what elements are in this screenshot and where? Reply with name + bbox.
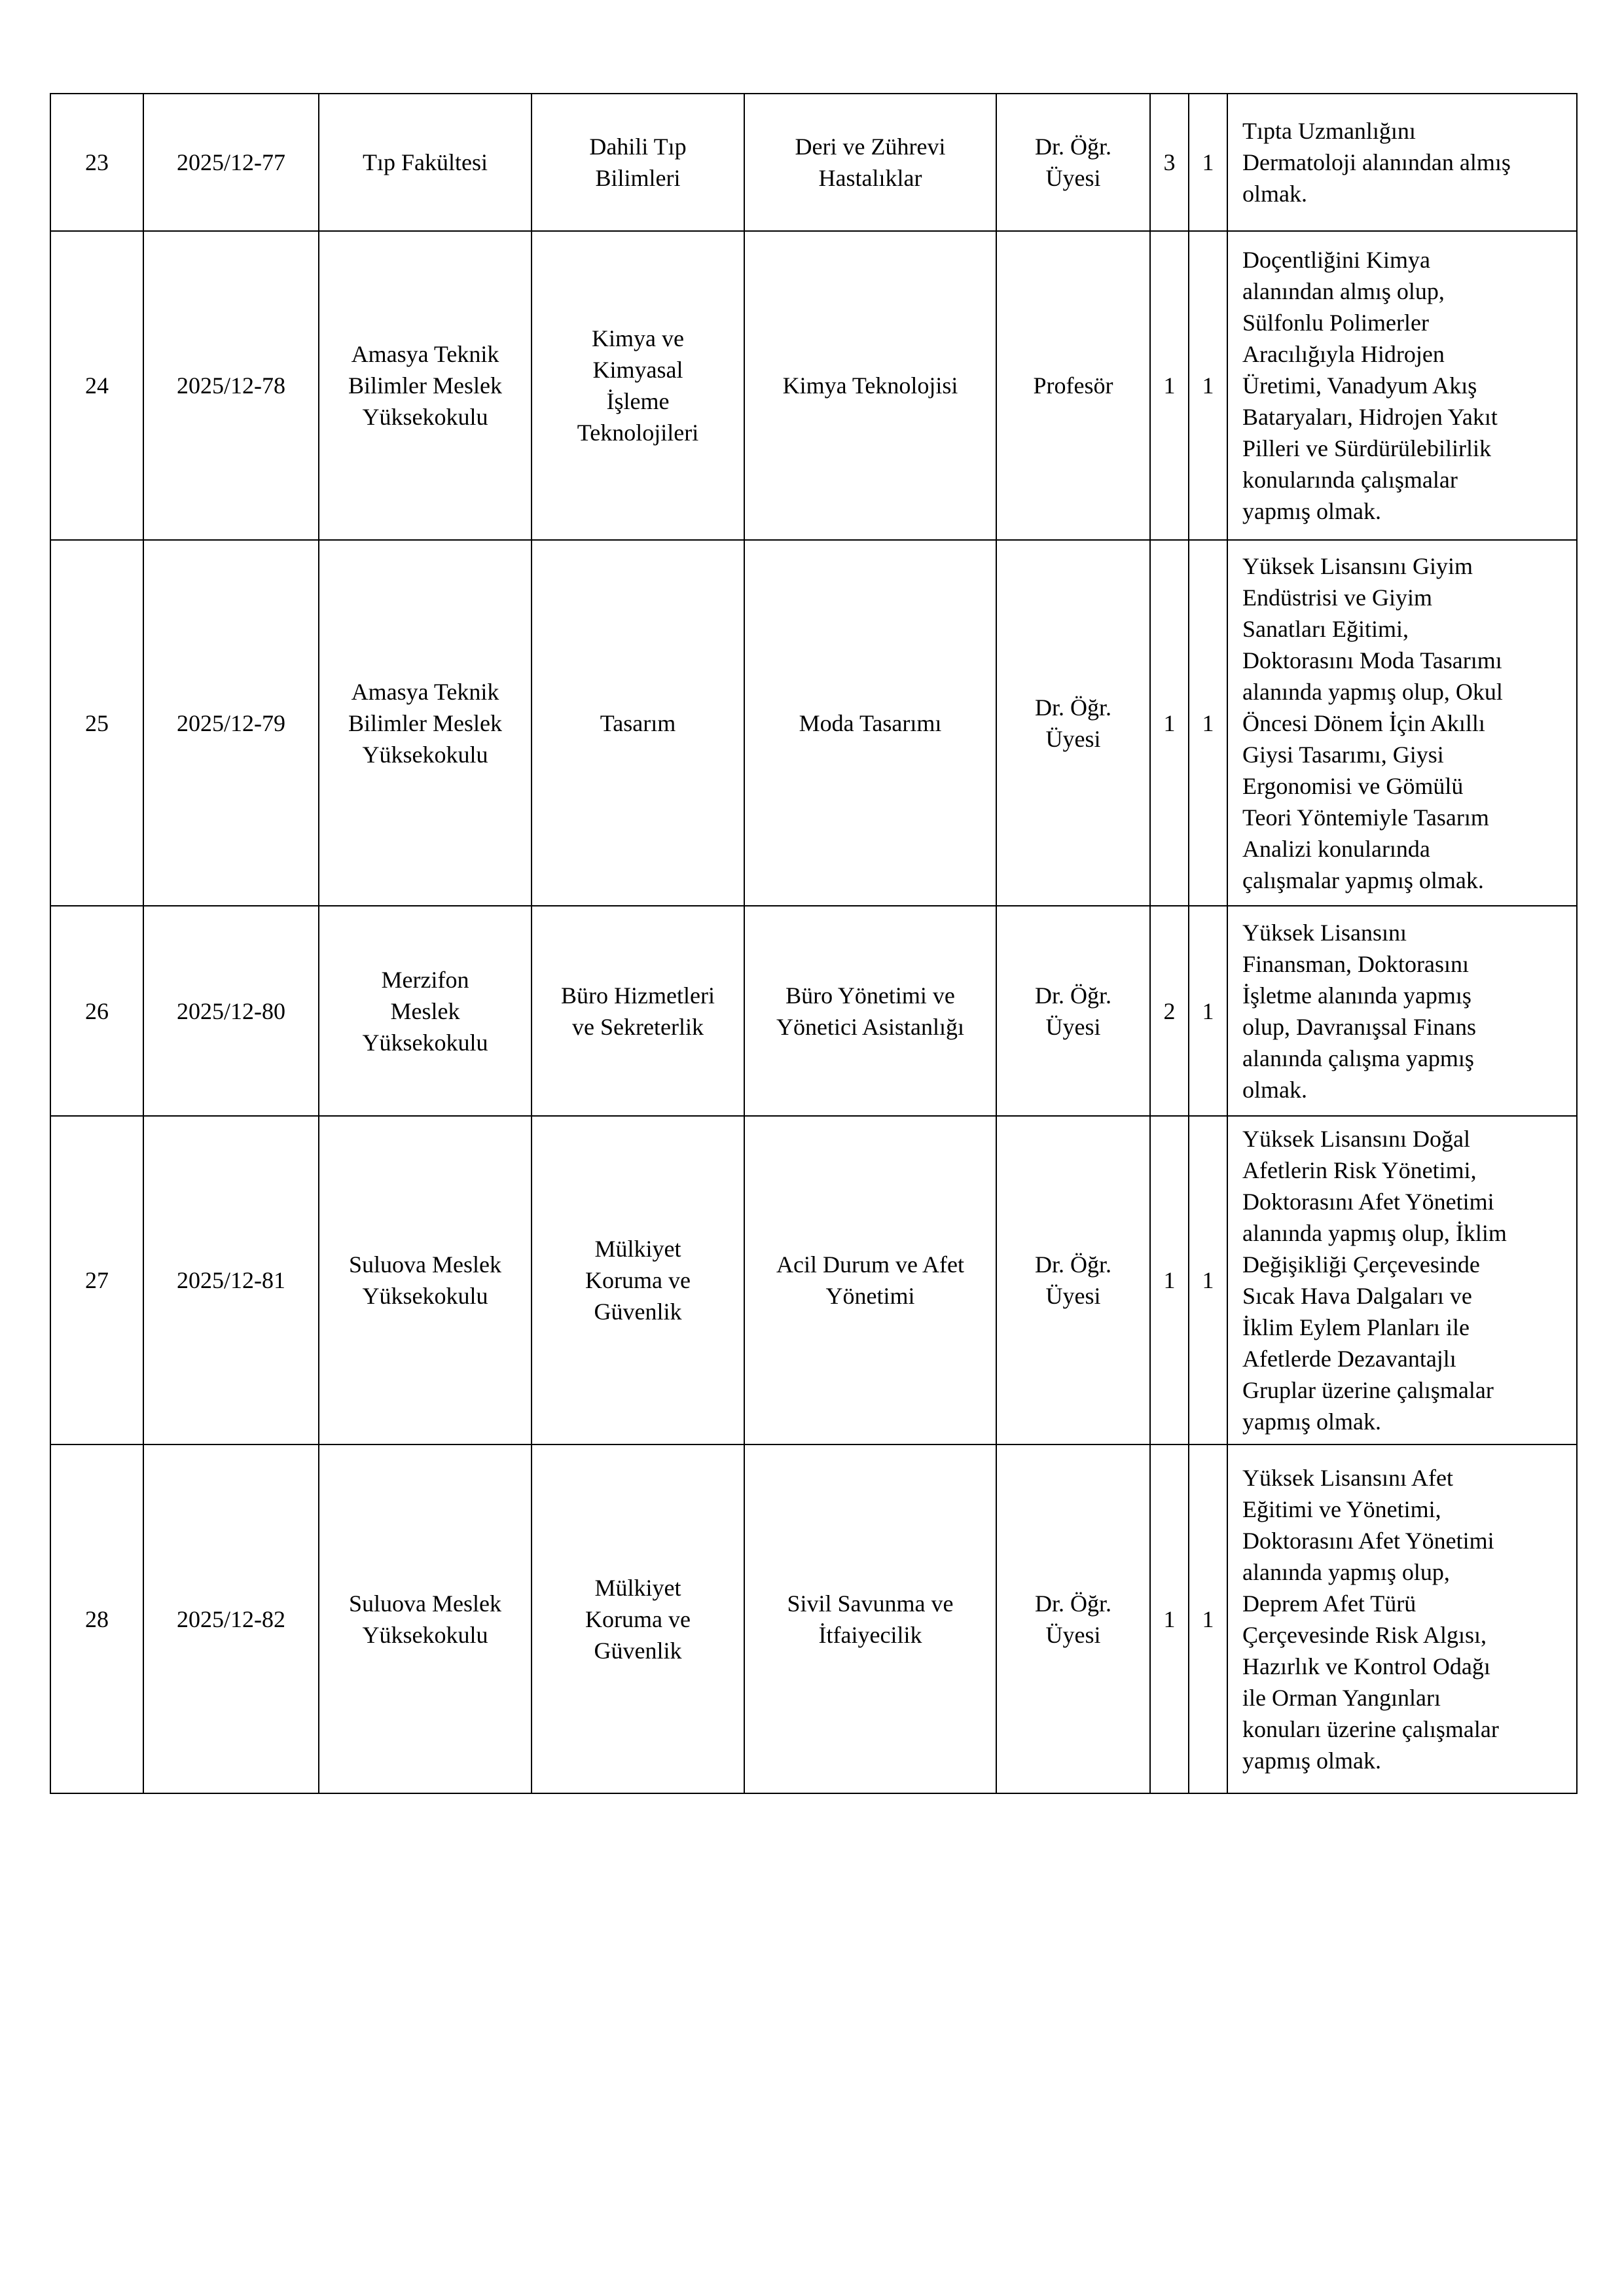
program-cell [744, 540, 996, 906]
requirement-line: Sülfonlu Polimerler [1242, 310, 1429, 336]
row-number-cell: 23 [50, 94, 143, 231]
row-number-cell: 27 [50, 1116, 143, 1444]
academic-title-line: Dr. Öğr. [1035, 1251, 1111, 1278]
requirement-line: Giysi Tasarımı, Giysi [1242, 741, 1444, 768]
announcement-code-cell: 2025/12-78 [143, 231, 319, 540]
announcement-code-cell: 2025/12-79 [143, 540, 319, 906]
requirement-line: Öncesi Dönem İçin Akıllı [1242, 709, 1485, 736]
requirement-line: olmak. [1242, 1076, 1307, 1103]
unit-line: Yüksekokulu [362, 741, 488, 768]
unit-line: Bilimler Meslek [348, 709, 502, 736]
requirement-line: Sıcak Hava Dalgaları ve [1242, 1283, 1472, 1309]
department-line: Tasarım [600, 709, 676, 736]
requirement-line: Finansman, Doktorasını [1242, 950, 1469, 977]
requirement-cell [1227, 1444, 1577, 1793]
requirement-line: Aracılığıyla Hidrojen [1242, 341, 1445, 367]
requirement-line: Yüksek Lisansını Giyim [1242, 552, 1473, 579]
positions-table [50, 93, 1578, 1794]
table-body [50, 94, 1577, 1793]
requirement-line: Afetlerin Risk Yönetimi, [1242, 1157, 1477, 1183]
requirement-line: olup, Davranışsal Finans [1242, 1013, 1476, 1040]
department-line: Koruma ve [585, 1605, 691, 1632]
program-cell [744, 231, 996, 540]
requirement-line: yapmış olmak. [1242, 1408, 1381, 1435]
table-row [50, 540, 1577, 906]
unit-cell [319, 94, 532, 231]
requirement-line: Eğitimi ve Yönetimi, [1242, 1496, 1441, 1522]
requirement-line: alanında yapmış olup, Okul [1242, 678, 1503, 705]
requirement-line: konuları üzerine çalışmalar [1242, 1715, 1499, 1742]
program-cell [744, 1444, 996, 1793]
row-number-cell: 28 [50, 1444, 143, 1793]
table-row [50, 94, 1577, 231]
requirement-line: Endüstrisi ve Giyim [1242, 584, 1432, 611]
department-cell [532, 540, 744, 906]
position-count-cell: 1 [1189, 1444, 1227, 1793]
unit-line: Yüksekokulu [362, 404, 488, 430]
requirement-line: Analizi konularında [1242, 835, 1430, 862]
program-line: Yönetimi [825, 1283, 915, 1309]
department-line: Güvenlik [594, 1637, 682, 1664]
academic-title-cell [996, 1444, 1150, 1793]
program-line: Hastalıklar [818, 165, 922, 191]
requirement-line: konularında çalışmalar [1242, 467, 1458, 493]
unit-cell [319, 540, 532, 906]
requirement-line: olmak. [1242, 181, 1307, 207]
requirement-line: Tıpta Uzmanlığını [1242, 118, 1416, 144]
requirement-line: Hazırlık ve Kontrol Odağı [1242, 1653, 1490, 1679]
requirement-line: yapmış olmak. [1242, 1747, 1381, 1774]
requirement-line: çalışmalar yapmış olmak. [1242, 867, 1484, 893]
requirement-line: İşletme alanında yapmış [1242, 982, 1471, 1009]
degree-cell: 3 [1150, 94, 1189, 231]
requirement-line: alanında çalışma yapmış [1242, 1045, 1474, 1071]
unit-line: Merzifon [381, 966, 469, 993]
announcement-code-cell: 2025/12-77 [143, 94, 319, 231]
academic-title-line: Üyesi [1045, 725, 1101, 752]
requirement-line: Doktorasını Afet Yönetimi [1242, 1189, 1494, 1215]
department-cell [532, 231, 744, 540]
unit-line: Suluova Meslek [349, 1590, 501, 1617]
unit-cell [319, 1116, 532, 1444]
academic-title-line: Dr. Öğr. [1035, 694, 1111, 721]
unit-line: Amasya Teknik [351, 678, 499, 705]
requirement-cell [1227, 231, 1577, 540]
department-cell [532, 1116, 744, 1444]
requirement-line: Teori Yöntemiyle Tasarım [1242, 804, 1489, 831]
unit-cell [319, 906, 532, 1116]
department-cell [532, 94, 744, 231]
department-line: Büro Hizmetleri [561, 982, 715, 1009]
academic-title-line: Üyesi [1045, 1283, 1101, 1309]
requirement-line: Ergonomisi ve Gömülü [1242, 772, 1464, 799]
degree-cell: 1 [1150, 1444, 1189, 1793]
requirement-line: Yüksek Lisansını [1242, 919, 1407, 946]
unit-line: Yüksekokulu [362, 1029, 488, 1056]
department-line: Kimyasal [592, 357, 683, 383]
table-row [50, 906, 1577, 1116]
position-count-cell: 1 [1189, 231, 1227, 540]
requirement-line: Üretimi, Vanadyum Akış [1242, 372, 1477, 399]
degree-cell: 1 [1150, 540, 1189, 906]
announcement-code-cell: 2025/12-80 [143, 906, 319, 1116]
requirement-line: İklim Eylem Planları ile [1242, 1314, 1470, 1340]
degree-cell: 2 [1150, 906, 1189, 1116]
requirement-line: Yüksek Lisansını Doğal [1242, 1126, 1470, 1152]
position-count-cell: 1 [1189, 1116, 1227, 1444]
academic-title-line: Dr. Öğr. [1035, 1590, 1111, 1617]
academic-title-cell [996, 231, 1150, 540]
program-line: Kimya Teknolojisi [782, 372, 958, 399]
academic-title-line: Dr. Öğr. [1035, 134, 1111, 160]
academic-title-cell [996, 94, 1150, 231]
unit-cell [319, 231, 532, 540]
program-cell [744, 906, 996, 1116]
announcement-code-cell: 2025/12-82 [143, 1444, 319, 1793]
unit-line: Meslek [390, 997, 460, 1024]
table-row [50, 1116, 1577, 1444]
requirement-line: Çerçevesinde Risk Algısı, [1242, 1621, 1487, 1648]
unit-line: Yüksekokulu [362, 1283, 488, 1309]
unit-line: Tıp Fakültesi [363, 149, 488, 175]
requirement-line: Bataryaları, Hidrojen Yakıt [1242, 404, 1498, 430]
requirement-line: yapmış olmak. [1242, 498, 1381, 524]
department-line: Dahili Tıp [589, 134, 687, 160]
department-cell [532, 1444, 744, 1793]
program-line: Büro Yönetimi ve [785, 982, 955, 1009]
position-count-cell: 1 [1189, 540, 1227, 906]
unit-line: Amasya Teknik [351, 341, 499, 367]
requirement-line: Sanatları Eğitimi, [1242, 615, 1409, 642]
program-line: Sivil Savunma ve [787, 1590, 954, 1617]
program-cell [744, 1116, 996, 1444]
program-cell [744, 94, 996, 231]
position-count-cell: 1 [1189, 94, 1227, 231]
department-line: Teknolojileri [577, 420, 699, 446]
department-cell [532, 906, 744, 1116]
requirement-line: alanında yapmış olup, İklim [1242, 1220, 1507, 1246]
requirement-line: Gruplar üzerine çalışmalar [1242, 1377, 1494, 1403]
academic-title-line: Profesör [1033, 372, 1113, 399]
academic-title-cell [996, 1116, 1150, 1444]
position-count-cell: 1 [1189, 906, 1227, 1116]
requirement-line: Pilleri ve Sürdürülebilirlik [1242, 435, 1491, 461]
department-line: Mülkiyet [594, 1574, 681, 1601]
table-row [50, 231, 1577, 540]
requirement-line: Yüksek Lisansını Afet [1242, 1464, 1453, 1491]
program-line: Acil Durum ve Afet [776, 1251, 964, 1278]
requirement-cell [1227, 94, 1577, 231]
department-line: Mülkiyet [594, 1236, 681, 1262]
row-number-cell: 26 [50, 906, 143, 1116]
unit-line: Yüksekokulu [362, 1621, 488, 1648]
requirement-line: Doktorasını Afet Yönetimi [1242, 1527, 1494, 1554]
requirement-line: Doktorasını Moda Tasarımı [1242, 647, 1502, 673]
academic-title-cell [996, 906, 1150, 1116]
academic-title-line: Üyesi [1045, 1621, 1101, 1648]
requirement-line: alanında yapmış olup, [1242, 1558, 1450, 1585]
department-line: İşleme [606, 388, 670, 414]
requirement-cell [1227, 540, 1577, 906]
program-line: Yönetici Asistanlığı [776, 1013, 964, 1040]
degree-cell: 1 [1150, 1116, 1189, 1444]
department-line: Kimya ve [592, 325, 684, 351]
academic-title-cell [996, 540, 1150, 906]
requirement-line: Dermatoloji alanından almış [1242, 149, 1511, 175]
requirement-line: Afetlerde Dezavantajlı [1242, 1346, 1456, 1372]
requirement-line: ile Orman Yangınları [1242, 1684, 1441, 1711]
academic-title-line: Üyesi [1045, 1013, 1101, 1040]
department-line: Güvenlik [594, 1299, 682, 1325]
degree-cell: 1 [1150, 231, 1189, 540]
program-line: İtfaiyecilik [818, 1621, 922, 1648]
unit-line: Bilimler Meslek [348, 372, 502, 399]
department-line: Koruma ve [585, 1267, 691, 1293]
requirement-cell [1227, 906, 1577, 1116]
announcement-code-cell: 2025/12-81 [143, 1116, 319, 1444]
department-line: Bilimleri [595, 165, 681, 191]
academic-title-line: Üyesi [1045, 165, 1101, 191]
requirement-line: alanından almış olup, [1242, 278, 1445, 304]
department-line: ve Sekreterlik [572, 1013, 704, 1040]
requirement-line: Doçentliğini Kimya [1242, 247, 1430, 273]
requirement-line: Değişikliği Çerçevesinde [1242, 1251, 1480, 1278]
requirement-cell [1227, 1116, 1577, 1444]
requirement-line: Deprem Afet Türü [1242, 1590, 1416, 1617]
unit-line: Suluova Meslek [349, 1251, 501, 1278]
unit-cell [319, 1444, 532, 1793]
program-line: Deri ve Zührevi [795, 134, 946, 160]
program-line: Moda Tasarımı [799, 709, 942, 736]
table-row [50, 1444, 1577, 1793]
row-number-cell: 24 [50, 231, 143, 540]
row-number-cell: 25 [50, 540, 143, 906]
academic-title-line: Dr. Öğr. [1035, 982, 1111, 1009]
